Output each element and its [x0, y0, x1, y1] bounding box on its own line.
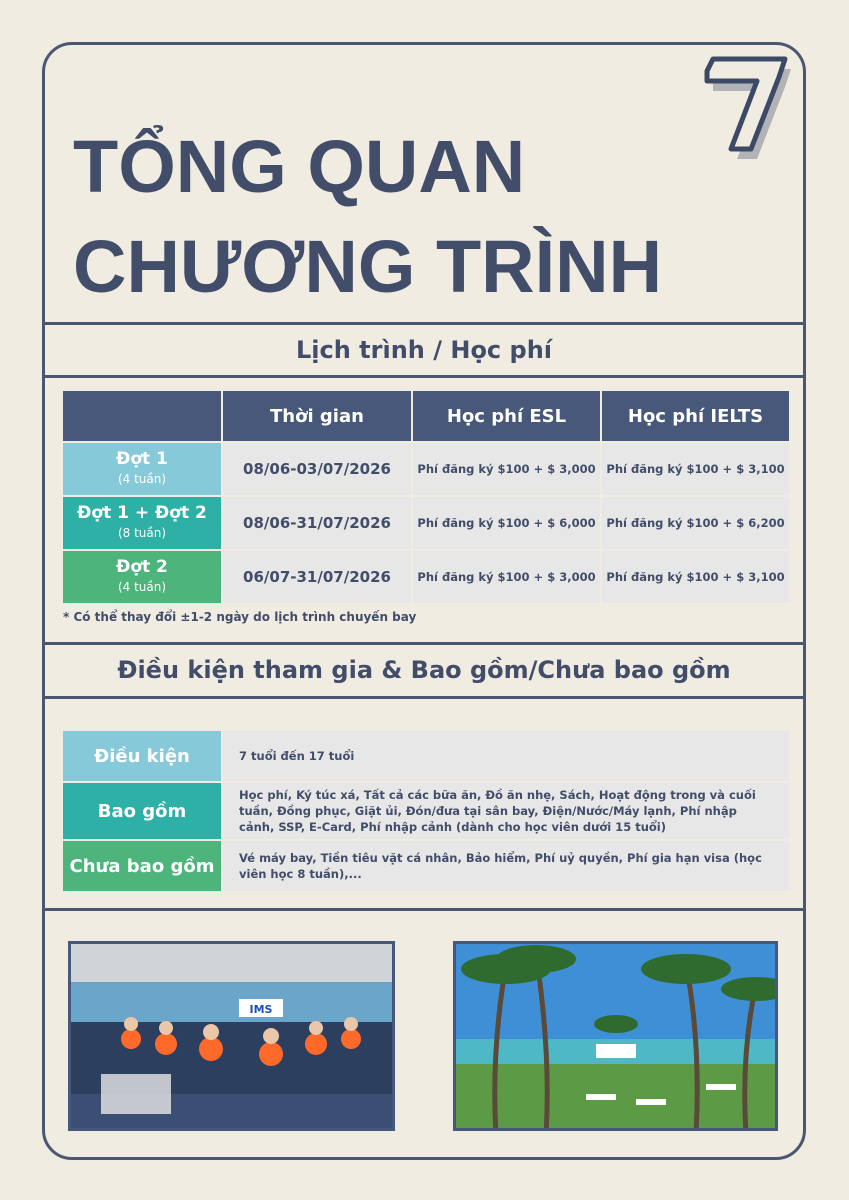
schedule-table [61, 389, 791, 605]
included-value: Học phí, Ký túc xá, Tất cả các bữa ăn, Đồ ăn nhẹ, Sách, Hoạt động trong và cuối tuần, Đồng phục, Giặt ủi, Đón/đưa tại sân bay, Điện/Nước/Máy lạnh, Phí nhập cảnh, SSP, E-Card, Phí nhập cảnh (dành cho học viên dưới 15 tuổi) [223, 783, 789, 839]
period-weeks: (4 tuần) [117, 580, 167, 594]
divider [45, 375, 803, 378]
divider [45, 642, 803, 645]
beach-resort-photo [453, 941, 778, 1131]
table-row [63, 841, 789, 891]
ims-sign: IMS [249, 1003, 273, 1016]
esl-fee-cell: Phí đăng ký $100 + $ 6,000 [413, 497, 600, 549]
table-row [63, 443, 789, 495]
ielts-fee-cell: Phí đăng ký $100 + $ 3,100 [602, 443, 789, 495]
period-cell [63, 497, 221, 549]
divider [45, 322, 803, 325]
table-header-row [63, 391, 789, 441]
condition-value: 7 tuổi đến 17 tuổi [223, 731, 789, 781]
page-number-text: 7 [695, 53, 696, 54]
column-header: Thời gian [223, 391, 411, 441]
page-title [73, 117, 662, 317]
date-cell: 08/06-31/07/2026 [223, 497, 411, 549]
schedule-note: * Có thể thay đổi ±1-2 ngày do lịch trình chuyến bay [63, 610, 417, 624]
period-weeks: (8 tuần) [117, 526, 167, 540]
period-cell [63, 443, 221, 495]
esl-fee-cell: Phí đăng ký $100 + $ 3,000 [413, 551, 600, 603]
period-name: Đợt 2 [116, 557, 168, 577]
divider [45, 696, 803, 699]
title-line-2: CHƯƠNG TRÌNH [73, 225, 663, 308]
column-header: Học phí IELTS [602, 391, 789, 441]
divider [45, 908, 803, 911]
conditions-section-title: Điều kiện tham gia & Bao gồm/Chưa bao gồm [117, 656, 731, 684]
period-cell [63, 551, 221, 603]
table-row [63, 551, 789, 603]
schedule-section-title: Lịch trình / Học phí [295, 336, 553, 364]
not-included-value: Vé máy bay, Tiền tiêu vặt cá nhân, Bảo hiểm, Phí uỷ quyền, Phí gia hạn visa (học viên học 8 tuần),... [223, 841, 789, 891]
conditions-table [61, 729, 791, 893]
period-name: Đợt 1 + Đợt 2 [77, 503, 207, 523]
condition-label: Điều kiện [63, 731, 221, 781]
title-line-1: TỔNG QUAN [73, 125, 526, 208]
included-label: Bao gồm [63, 783, 221, 839]
date-cell: 08/06-03/07/2026 [223, 443, 411, 495]
boat-trip-photo [68, 941, 395, 1131]
column-header: Học phí ESL [413, 391, 600, 441]
table-row [63, 497, 789, 549]
page-number-seven [695, 53, 795, 163]
table-row [63, 783, 789, 839]
column-header [63, 391, 221, 441]
esl-fee-cell: Phí đăng ký $100 + $ 3,000 [413, 443, 600, 495]
beach-resort-illustration [456, 944, 778, 1131]
table-row [63, 731, 789, 781]
not-included-label: Chưa bao gồm [63, 841, 221, 891]
ielts-fee-cell: Phí đăng ký $100 + $ 3,100 [602, 551, 789, 603]
ielts-fee-cell: Phí đăng ký $100 + $ 6,200 [602, 497, 789, 549]
boat-trip-illustration [71, 944, 395, 1131]
period-name: Đợt 1 [116, 449, 168, 469]
date-cell: 06/07-31/07/2026 [223, 551, 411, 603]
period-weeks: (4 tuần) [117, 472, 167, 486]
page-frame [42, 42, 806, 1160]
